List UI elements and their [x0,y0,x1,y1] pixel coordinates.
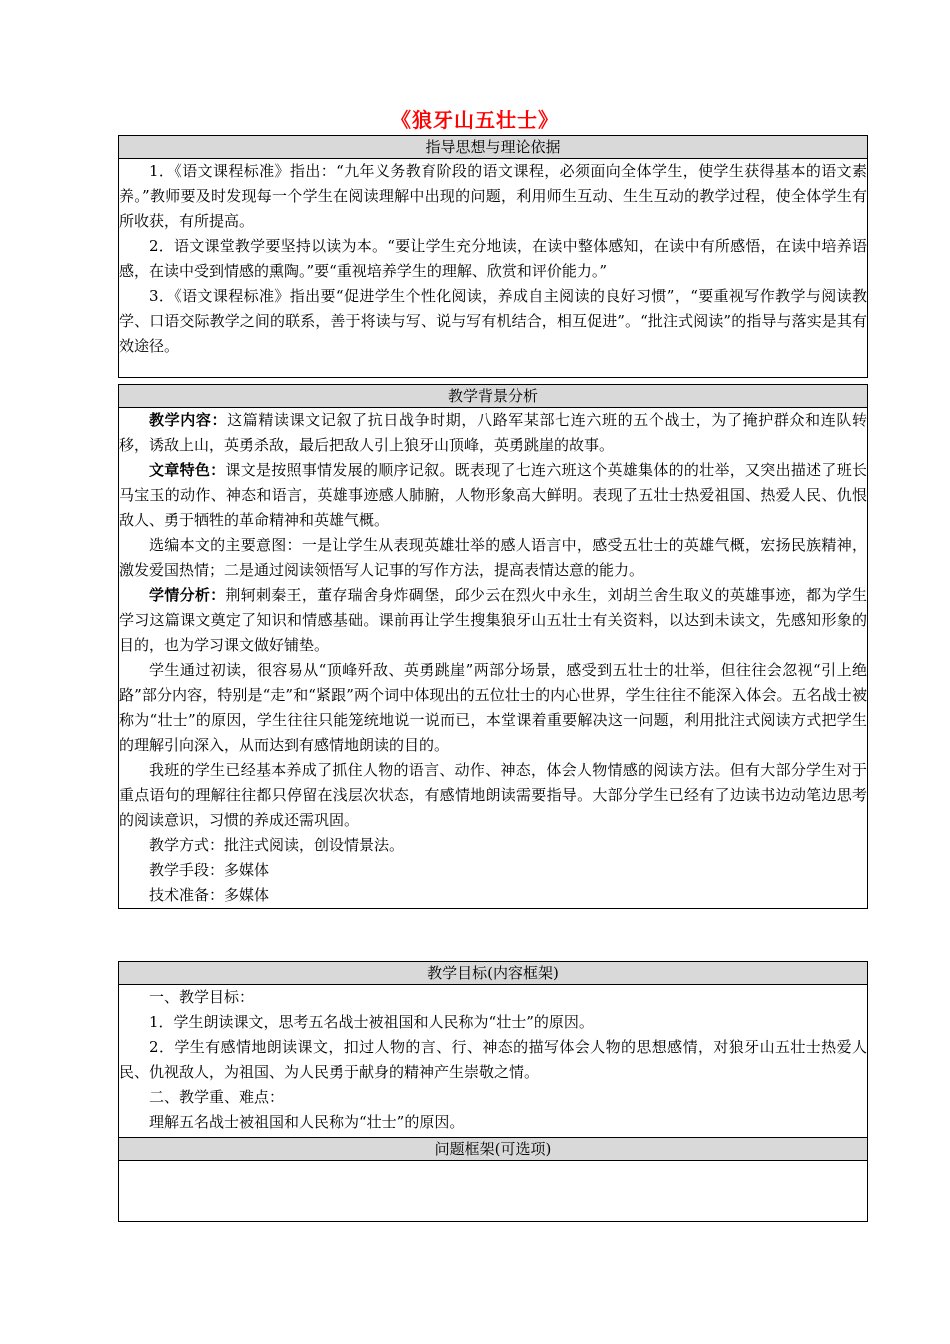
teaching-background-heading: 教学背景分析 [119,385,868,408]
teaching-goals-heading: 教学目标(内容框架) [119,962,868,985]
teaching-content-label: 教学内容： [149,411,228,429]
learner-analysis-text: 荆轲刺秦王，董存瑞舍身炸碉堡，邱少云在烈火中永生，刘胡兰舍生取义的英雄事迹，都为学生学习这篇课文奠定了知识和情感基础。课前再让学生搜集狼牙山五壮士有关资料，以达到未读文，先感知形象的目的，也为学习课文做好铺垫。 [119,586,867,654]
selection-intent-paragraph: 选编本文的主要意图：一是让学生从表现英雄壮举的感人语言中，感受五壮士的英雄气概，宏扬民族精神，激发爱国热情；二是通过阅读领悟写人记事的写作方法，提高表情达意的能力。 [119,536,867,579]
teaching-goals-body [119,985,868,1138]
tech-preparation-line: 技术准备：多媒体 [149,886,270,904]
article-feature-text: 课文是按照事情发展的顺序记叙。既表现了七连六班这个英雄集体的的壮举，又突出描述了班长马宝玉的动作、神态和语言，英雄事迹感人肺腑，人物形象高大鲜明。表现了五壮士热爱祖国、热爱人民、仇恨敌人、勇于牺牲的革命精神和英雄气概。 [119,461,867,529]
teaching-goals-table [118,961,868,1222]
guiding-thought-body [119,159,868,378]
teaching-background-table [118,384,868,909]
question-framework-body [119,1161,868,1222]
teaching-content-paragraph [119,408,867,458]
goals-line-3: 2．学生有感情地朗读课文，扣过人物的言、行、神态的描写体会人物的思想感情，对狼牙山五壮士热爱人民、仇视敌人，为祖国、为人民勇于献身的精神产生崇敬之情。 [119,1038,867,1081]
teaching-method-line: 教学方式：批注式阅读，创设情景法。 [149,836,405,854]
question-framework-heading: 问题框架(可选项) [119,1138,868,1161]
goals-line-1: 一、教学目标： [149,988,255,1006]
teaching-means-line: 教学手段：多媒体 [149,861,270,879]
goals-line-4: 二、教学重、难点： [149,1088,285,1106]
article-feature-label: 文章特色： [149,461,226,479]
class-status-paragraph: 我班的学生已经基本养成了抓住人物的语言、动作、神态，体会人物情感的阅读方法。但有大部分学生对于重点语句的理解往往都只停留在浅层次状态，有感情地朗读需要指导。大部分学生已经有了边读书边动笔边思考的阅读意识，习惯的养成还需巩固。 [119,761,867,829]
document-title: 《狼牙山五壮士》 [391,108,559,132]
guiding-paragraph-1: 1．《语文课程标准》指出：“九年义务教育阶段的语文课程，必须面向全体学生，使学生获得基本的语文素养。”教师要及时发现每一个学生在阅读理解中出现的问题，利用师生互动、生生互动的教学过程，使全体学生有所收获，有所提高。 [119,162,867,230]
learner-analysis-label: 学情分析： [149,586,226,604]
article-feature-paragraph [119,458,867,533]
guiding-paragraph-3: 3．《语文课程标准》指出要“促进学生个性化阅读，养成自主阅读的良好习惯”，“要重视写作教学与阅读教学、口语交际教学之间的联系，善于将读与写、说与写有机结合，相互促进”。“批注式阅读”的指导与落实是其有效途径。 [119,287,867,355]
goals-line-5: 理解五名战士被祖国和人民称为“壮士”的原因。 [149,1113,465,1131]
teaching-background-body [119,408,868,909]
teaching-content-text: 这篇精读课文记叙了抗日战争时期，八路军某部七连六班的五个战士，为了掩护群众和连队转移，诱敌上山，英勇杀敌，最后把敌人引上狼牙山顶峰，英勇跳崖的故事。 [119,411,867,454]
goals-line-2: 1．学生朗读课文，思考五名战士被祖国和人民称为“壮士”的原因。 [149,1013,594,1031]
guiding-thought-heading: 指导思想与理论依据 [119,136,868,159]
learner-analysis-paragraph [119,583,867,658]
guiding-paragraph-2: 2．语文课堂教学要坚持以读为本。“要让学生充分地读，在读中整体感知，在读中有所感悟，在读中培养语感，在读中受到情感的熏陶。”要“重视培养学生的理解、欣赏和评价能力。” [119,237,867,280]
first-reading-paragraph: 学生通过初读，很容易从“顶峰歼敌、英勇跳崖”两部分场景，感受到五壮士的壮举，但往往会忽视“引上绝路”部分内容，特别是“走”和“紧跟”两个词中体现出的五位壮士的内心世界，学生往往不能深入体会。五名战士被称为“壮士”的原因，学生往往只能笼统地说一说而已，本堂课着重要解决这一问题，利用批注式阅读方式把学生的理解引向深入，从而达到有感情地朗读的目的。 [119,661,867,754]
guiding-thought-table [118,135,868,378]
